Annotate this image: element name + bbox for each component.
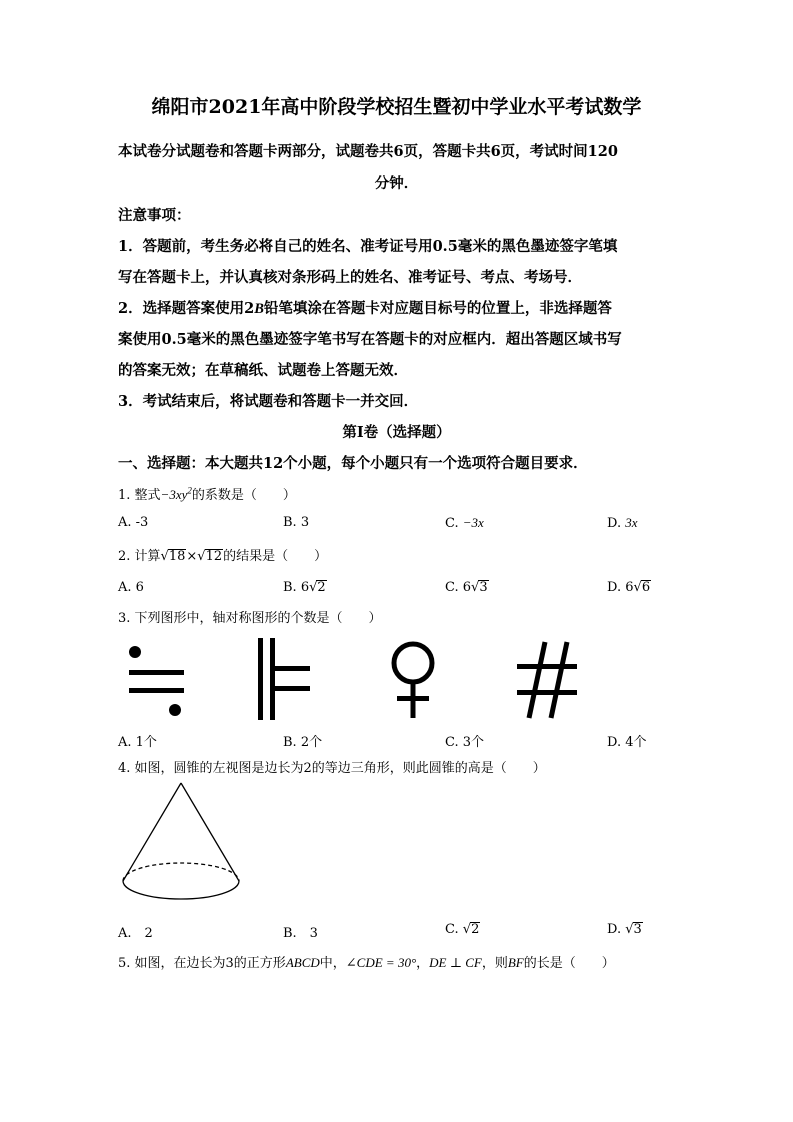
parallel-bars-icon: [255, 638, 315, 720]
sqrt-icon: √: [160, 549, 169, 564]
q2-option-c-radicand: 3: [479, 580, 488, 595]
cone-figure: [118, 780, 248, 905]
q4-option-c-radicand: 2: [471, 922, 480, 937]
q3-option-c: C. 3个: [445, 735, 485, 750]
q5-stem: [118, 952, 615, 971]
q5-square-name: ABCD: [285, 955, 320, 970]
volume-heading: 第Ⅰ卷（选择题）: [342, 424, 451, 441]
section-heading: 一、选择题：本大题共12个小题，每个小题只有一个选项符合题目要求．: [118, 455, 588, 472]
intro-line-2: 分钟．: [374, 175, 419, 192]
sqrt-icon: √: [633, 580, 642, 595]
notice-heading: 注意事项：: [118, 207, 191, 224]
q1-exponent: 2: [187, 485, 192, 496]
q5-mid: 中，: [319, 956, 346, 971]
q5-segment-bf: BF: [507, 955, 524, 970]
q1-option-d-label: D.: [607, 516, 622, 531]
q2-times: ×: [186, 549, 198, 564]
q5-perpendicular: DE ⊥ CF: [429, 955, 482, 970]
notice-item-2-text-a: 2．选择题答案使用2: [118, 300, 255, 317]
q1-expression: −3xy: [160, 487, 188, 502]
q4-option-d-label: D.: [607, 922, 622, 937]
q2-option-b-radicand: 2: [317, 580, 326, 595]
q4-option-d-radicand: 3: [633, 922, 642, 937]
q1-suffix: 的系数是（ ）: [191, 488, 296, 503]
q1-option-d-value: 3x: [625, 515, 638, 530]
sqrt-icon: √: [471, 580, 480, 595]
sqrt-icon: √: [625, 922, 634, 937]
q2-radicand-1: 18: [168, 549, 186, 564]
venus-symbol-icon: [385, 638, 441, 720]
hash-sign-icon: [515, 640, 581, 720]
q1-prefix: 1. 整式: [118, 488, 161, 503]
q2-option-d-label: D.: [607, 580, 622, 595]
sqrt-icon: √: [309, 580, 318, 595]
q2-option-c: [445, 580, 489, 595]
q4-option-c: [445, 922, 480, 937]
notice-item-1-line-1: 1．答题前，考生务必将自己的姓名、准考证号用0.5毫米的黑色墨迹签字笔填: [118, 238, 618, 255]
q4-stem: 4. 如图，圆锥的左视图是边长为2的等边三角形，则此圆锥的高是（ ）: [118, 761, 546, 776]
notice-item-2-line-1: [118, 297, 612, 318]
q4-option-d: [607, 922, 643, 937]
q2-suffix: 的结果是（ ）: [223, 549, 328, 564]
q2-stem: [118, 545, 327, 564]
q2-option-a: A. 6: [118, 580, 144, 595]
sqrt-icon: √: [462, 922, 472, 937]
q2-prefix: 2. 计算: [118, 549, 161, 564]
q1-option-c-value: −3x: [462, 515, 484, 530]
q3-option-b: B. 2个: [283, 735, 323, 750]
notice-item-2-text-c: 铅笔填涂在答题卡对应题目标号的位置上，非选择题答: [263, 300, 612, 317]
q1-option-d: [607, 515, 638, 531]
q2-radicand-2: 12: [205, 549, 223, 564]
page-title: 绵阳市2021年高中阶段学校招生暨初中学业水平考试数学: [151, 96, 642, 118]
division-sign-icon: [125, 640, 187, 720]
q2-option-c-label: C.: [445, 580, 459, 595]
q4-option-b: B. 3: [283, 926, 318, 941]
notice-item-2-b: B: [254, 301, 264, 317]
q1-option-c-label: C.: [445, 516, 459, 531]
q1-option-a: A. -3: [118, 515, 149, 530]
q2-option-d-coef: 6: [625, 580, 634, 595]
q2-option-d-radicand: 6: [641, 580, 651, 595]
notice-item-3: 3．考试结束后，将试题卷和答题卡一并交回．: [118, 393, 419, 410]
q3-option-d: D. 4个: [607, 735, 647, 750]
q1-option-b: B. 3: [283, 515, 310, 530]
sqrt-icon: √: [197, 549, 206, 564]
q5-tail: ，则: [481, 956, 508, 971]
q5-comma: ，: [416, 956, 430, 971]
q5-prefix: 5. 如图，在边长为3的正方形: [118, 956, 286, 971]
q1-option-c: [445, 515, 484, 531]
notice-item-2-line-3: 的答案无效；在草稿纸、试题卷上答题无效．: [118, 362, 408, 379]
q3-option-a: A. 1个: [118, 735, 157, 750]
notice-item-2-line-2: 案使用0.5毫米的黑色墨迹签字笔书写在答题卡的对应框内．超出答题区域书写: [118, 331, 622, 348]
q4-option-a: A. 2: [118, 926, 153, 941]
q5-angle: ∠CDE = 30°: [345, 955, 417, 970]
intro-line-1: 本试卷分试题卷和答题卡两部分，试题卷共6页，答题卡共6页，考试时间120: [118, 143, 618, 160]
q2-option-d: [607, 580, 651, 595]
q5-suffix: 的长是（ ）: [523, 956, 615, 971]
q1-stem: [118, 484, 296, 503]
q2-option-b: [283, 580, 327, 595]
q2-option-b-label: B.: [283, 580, 297, 595]
q2-option-c-coef: 6: [462, 580, 472, 595]
q3-stem: 3. 下列图形中，轴对称图形的个数是（ ）: [118, 611, 382, 626]
notice-item-1-line-2: 写在答题卡上，并认真核对条形码上的姓名、准考证号、考点、考场号．: [118, 269, 582, 286]
q2-option-b-coef: 6: [300, 580, 310, 595]
q4-option-c-label: C.: [445, 922, 459, 937]
